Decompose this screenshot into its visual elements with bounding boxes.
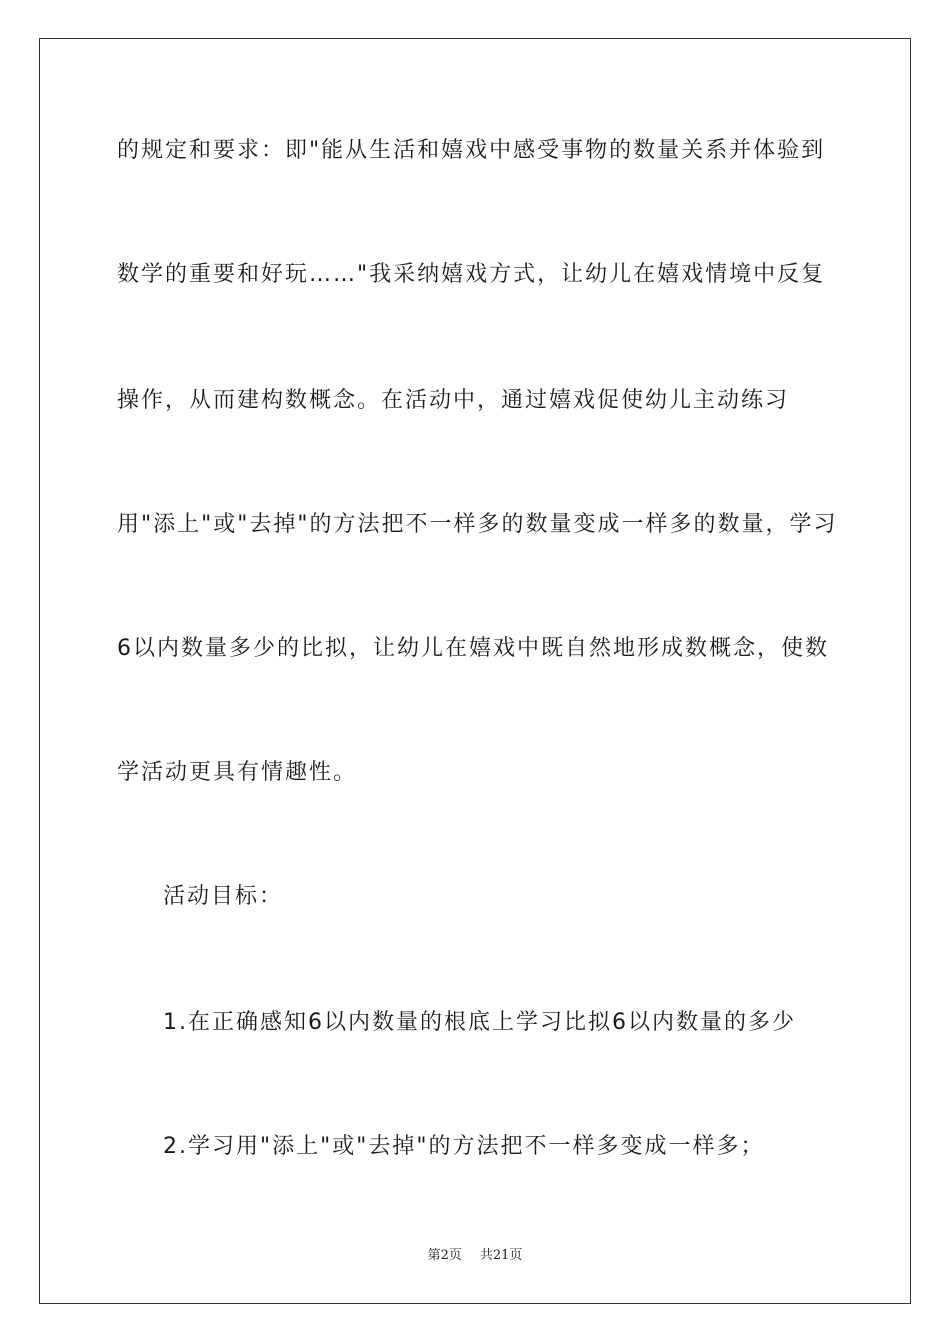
page-frame	[39, 38, 911, 1304]
paragraph-line: 数学的重要和好玩……"我采纳嬉戏方式，让幼儿在嬉戏情境中反复	[117, 262, 826, 287]
section-heading: 活动目标：	[163, 884, 284, 909]
paragraph-line: 用"添上"或"去掉"的方法把不一样多的数量变成一样多的数量，学习	[117, 512, 838, 537]
goal-item: 2.学习用"添上"或"去掉"的方法把不一样多变成一样多；	[163, 1134, 765, 1159]
goal-item: 1.在正确感知6以内数量的根底上学习比拟6以内数量的多少	[163, 1010, 796, 1035]
paragraph-line: 的规定和要求：即"能从生活和嬉戏中感受事物的数量关系并体验到	[117, 138, 826, 163]
paragraph-line: 学活动更具有情趣性。	[117, 760, 358, 785]
page-total: 共21页	[479, 1248, 523, 1263]
page-footer	[0, 1246, 950, 1266]
paragraph-line: 6以内数量多少的比拟，让幼儿在嬉戏中既自然地形成数概念，使数	[117, 636, 829, 661]
paragraph-line: 操作，从而建构数概念。在活动中，通过嬉戏促使幼儿主动练习	[117, 388, 790, 413]
page-number: 第2页	[427, 1248, 462, 1263]
